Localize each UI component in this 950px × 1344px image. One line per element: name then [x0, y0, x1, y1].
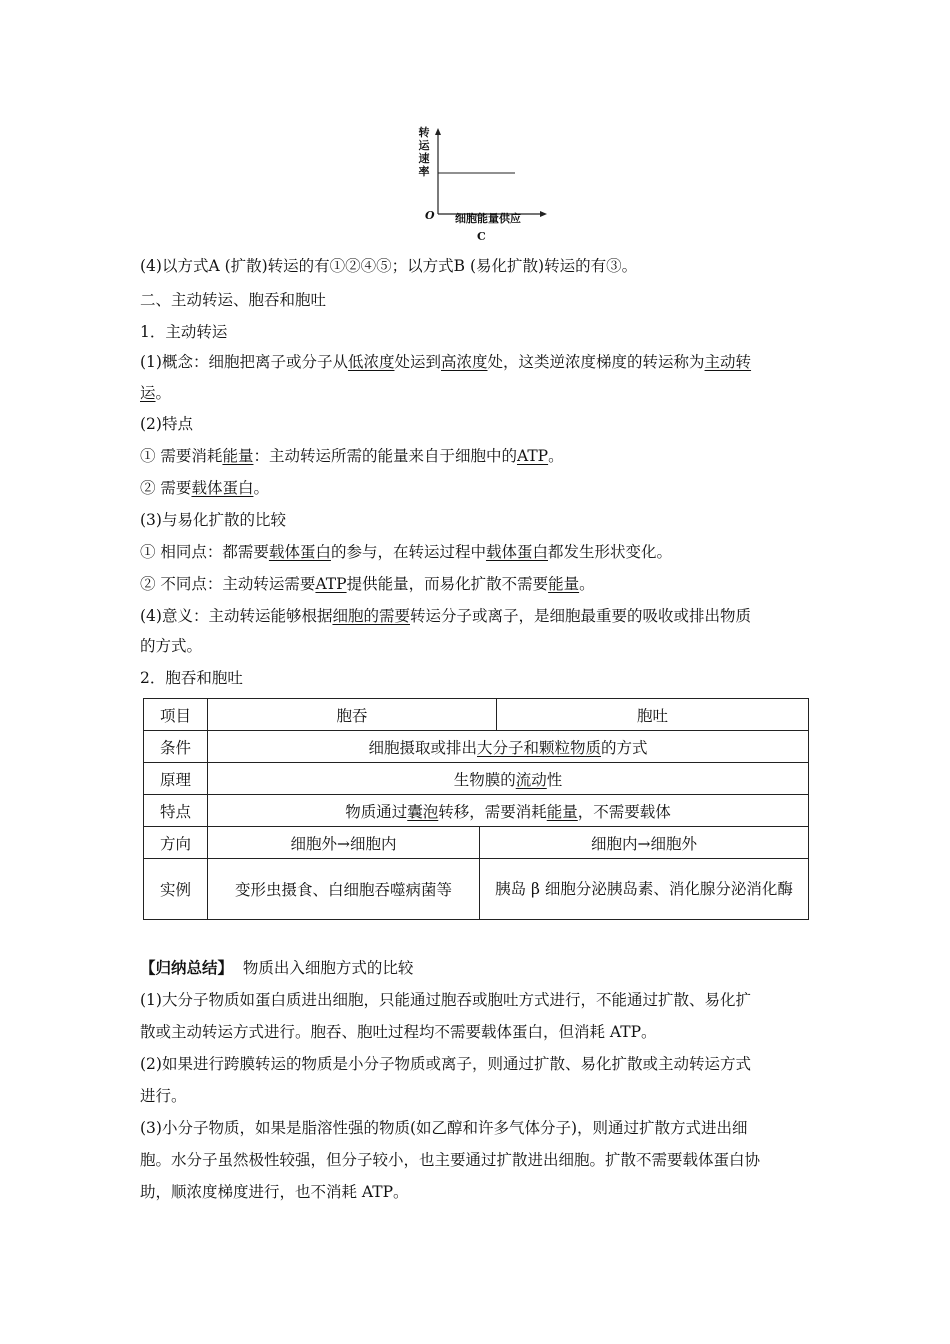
table-cell: 细胞内→细胞外	[480, 827, 809, 859]
subheading-endo-exocytosis: 2．胞吞和胞吐	[140, 669, 243, 687]
concept-line	[140, 352, 751, 372]
underlined-answer: 能量	[222, 447, 254, 465]
text-run: 物质通过	[345, 802, 408, 821]
graph-c	[405, 124, 555, 244]
summary-p3-cont2: 助，顺浓度梯度进行，也不消耗 ATP。	[140, 1183, 409, 1201]
underlined-answer: 囊泡	[407, 802, 439, 821]
table-cell: 实例	[144, 859, 208, 920]
features-heading: (2)特点	[140, 415, 193, 433]
similarity-line	[140, 542, 672, 562]
table-row	[144, 795, 809, 827]
text-run: 的方式	[601, 738, 648, 757]
text-run: 。	[155, 384, 172, 402]
underlined-answer: 载体蛋白	[191, 479, 254, 497]
text-run: ：主动转运所需的能量来自于细胞中的	[253, 447, 517, 465]
text-run: 。	[548, 447, 564, 465]
text-run: (1)概念：细胞把离子或分子从	[140, 353, 348, 371]
underlined-answer: 载体蛋白	[268, 543, 331, 561]
significance-line	[140, 606, 751, 626]
text-run: ② 需要	[140, 479, 192, 497]
summary-title: 【归纳总结】	[140, 958, 234, 977]
text-run: 转运分子或离子，是细胞最重要的吸收或排出物质	[409, 607, 751, 625]
summary-p1-cont: 散或主动转运方式进行。胞吞、胞吐过程均不需要载体蛋白，但消耗 ATP。	[140, 1023, 657, 1041]
feature-1	[140, 446, 564, 466]
table-cell: 细胞外→细胞内	[208, 827, 480, 859]
table-cell: 项目	[144, 699, 208, 731]
summary-p3: (3)小分子物质，如果是脂溶性强的物质(如乙醇和许多气体分子)，则通过扩散方式进出细	[140, 1119, 748, 1137]
table-cell: 方向	[144, 827, 208, 859]
concept-line-cont	[140, 383, 171, 403]
text-run: 处，这类逆浓度梯度的转运称为	[487, 353, 705, 371]
underlined-answer: 低浓度	[347, 353, 395, 371]
table-cell	[208, 731, 809, 763]
underlined-answer: 高浓度	[441, 353, 488, 371]
summary-p2: (2)如果进行跨膜转运的物质是小分子物质或离子，则通过扩散、易化扩散或主动转运方式	[140, 1055, 751, 1073]
text-run: 转移，需要消耗	[438, 802, 547, 821]
underlined-answer: 流动	[515, 770, 547, 789]
table-cell	[208, 763, 809, 795]
text-run: 处运到	[394, 353, 441, 371]
table-header-endocytosis: 胞吞	[208, 699, 497, 731]
text-run: ，不需要载体	[577, 802, 671, 821]
graph-caption: C	[477, 230, 486, 243]
graph-origin: O	[425, 209, 435, 222]
text-run: 性	[546, 770, 563, 789]
table-row	[144, 699, 809, 731]
underlined-answer: 载体蛋白	[485, 543, 548, 561]
table-cell	[208, 795, 809, 827]
subheading-active-transport: 1．主动转运	[140, 323, 228, 341]
table-cell: 条件	[144, 731, 208, 763]
x-axis-arrow	[540, 211, 547, 217]
underlined-answer: ATP	[315, 575, 347, 593]
table-cell: 变形虫摄食、白细胞吞噬病菌等	[208, 859, 480, 920]
text-run: 细胞摄取或排出	[368, 738, 477, 757]
text-run: 的参与，在转运过程中	[330, 543, 486, 561]
summary-heading	[140, 958, 413, 978]
text-run: 生物膜的	[453, 770, 516, 789]
underlined-answer: 运	[140, 384, 156, 402]
text-run: ① 需要消耗	[140, 447, 223, 465]
table-cell: 原理	[144, 763, 208, 795]
table-row	[144, 859, 809, 920]
section-heading-2: 二、主动转运、胞吞和胞吐	[140, 291, 327, 309]
underlined-answer: ATP	[516, 447, 549, 465]
text-run: 提供能量，而易化扩散不需要	[346, 575, 549, 593]
underlined-answer: 主动转	[704, 353, 752, 371]
table-row	[144, 827, 809, 859]
endo-exocytosis-table	[143, 698, 809, 920]
text-run: 。	[579, 575, 595, 593]
underlined-answer: 能量	[546, 802, 578, 821]
graph-x-label: 细胞能量供应	[455, 212, 521, 225]
summary-p1: (1)大分子物质如蛋白质进出细胞，只能通过胞吞或胞吐方式进行，不能通过扩散、易化扩	[140, 991, 751, 1009]
underlined-answer: 细胞的需要	[332, 607, 410, 625]
text-run: 。	[253, 479, 269, 497]
summary-p2-cont: 进行。	[140, 1087, 187, 1105]
text-run: 都发生形状变化。	[547, 543, 672, 561]
text-run: ① 相同点：都需要	[140, 543, 269, 561]
difference-line	[140, 574, 595, 594]
comparison-heading: (3)与易化扩散的比较	[140, 511, 286, 529]
table-cell: 胰岛 β 细胞分泌胰岛素、消化腺分泌消化酶	[480, 859, 809, 920]
summary-subtitle: 物质出入细胞方式的比较	[242, 959, 414, 977]
table-cell: 特点	[144, 795, 208, 827]
text-run: (4)意义：主动转运能够根据	[140, 607, 333, 625]
table-row	[144, 731, 809, 763]
feature-2	[140, 478, 269, 498]
underlined-answer: 大分子和颗粒物质	[477, 738, 602, 757]
graph-y-label: 转运速率	[418, 126, 430, 178]
underlined-answer: 能量	[548, 575, 580, 593]
para-4-summary: (4)以方式A (扩散)转运的有①②④⑤；以方式B (易化扩散)转运的有③。	[140, 257, 638, 275]
table-header-exocytosis: 胞吐	[497, 699, 809, 731]
significance-line-cont: 的方式。	[140, 637, 203, 655]
y-axis-arrow	[435, 128, 441, 135]
text-run: ② 不同点：主动转运需要	[140, 575, 316, 593]
table-row	[144, 763, 809, 795]
summary-p3-cont: 胞。水分子虽然极性较强，但分子较小，也主要通过扩散进出细胞。扩散不需要载体蛋白协	[140, 1151, 761, 1169]
